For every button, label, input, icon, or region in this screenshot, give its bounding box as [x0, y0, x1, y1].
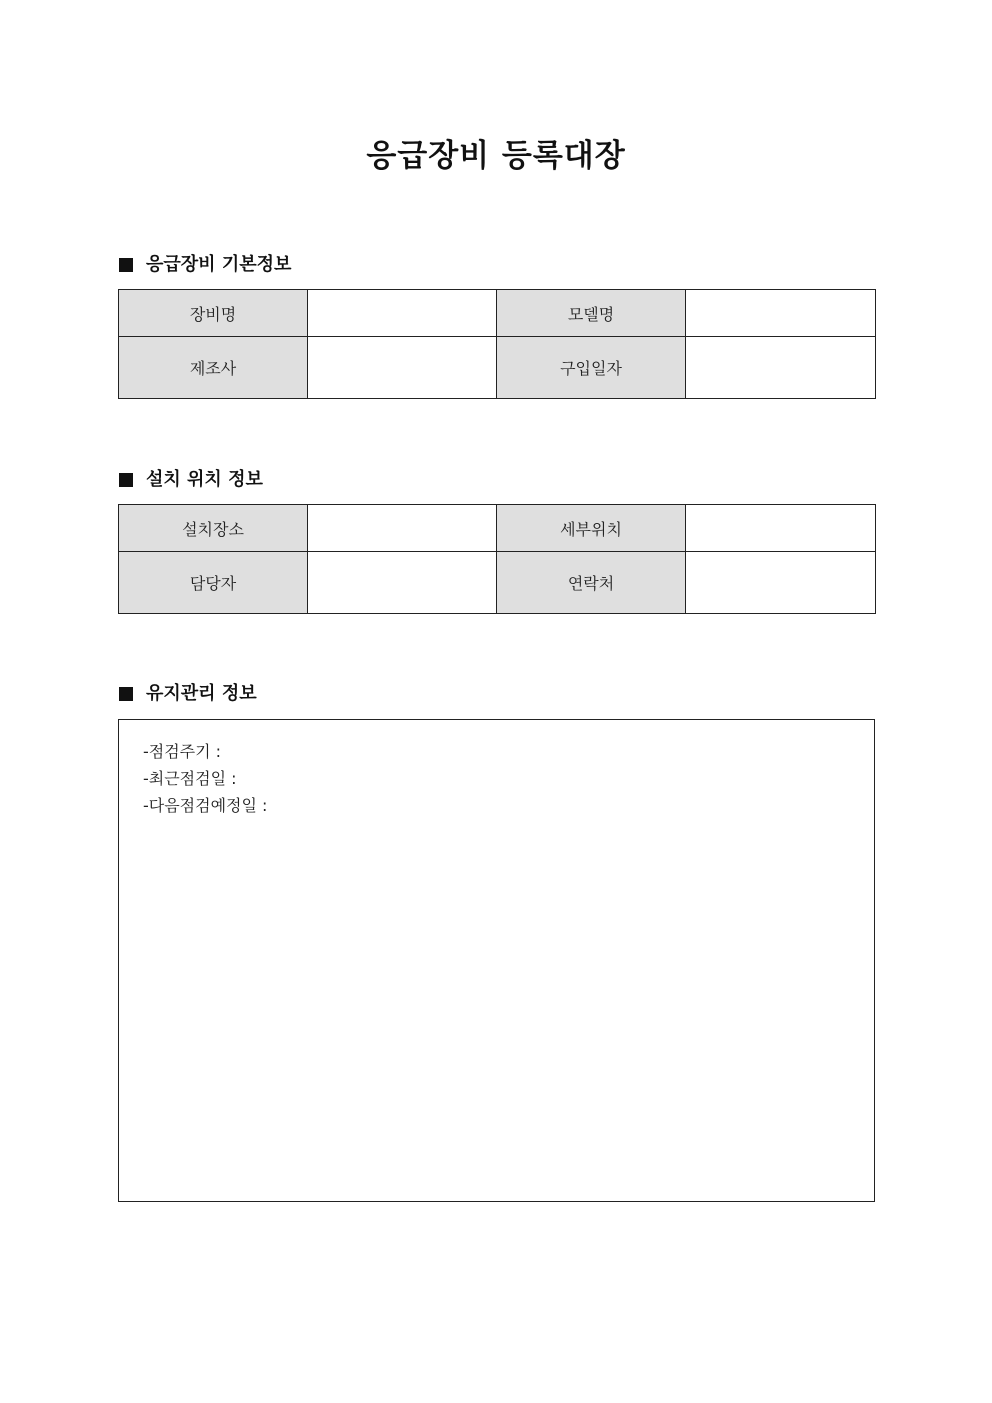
- table-row: [119, 505, 876, 552]
- manager-field[interactable]: [308, 552, 497, 614]
- section-heading-label: 유지관리 정보: [146, 683, 257, 704]
- table-row: [119, 337, 876, 399]
- section-heading-maintenance-info: [119, 682, 257, 706]
- equipment-name-label: 장비명: [119, 290, 308, 337]
- maintenance-info-box[interactable]: [118, 719, 875, 1202]
- table-row: [119, 552, 876, 614]
- square-bullet-icon: [119, 473, 133, 487]
- equipment-name-field[interactable]: [308, 290, 497, 337]
- next-inspection-date-line: -다음점검예정일 :: [143, 796, 268, 815]
- manufacturer-label: 제조사: [119, 337, 308, 399]
- detail-location-field[interactable]: [686, 505, 876, 552]
- document-title: 응급장비 등록대장: [366, 138, 626, 174]
- location-info-table: [118, 504, 876, 614]
- model-name-field[interactable]: [686, 290, 876, 337]
- purchase-date-field[interactable]: [686, 337, 876, 399]
- table-row: [119, 290, 876, 337]
- model-name-label: 모델명: [497, 290, 686, 337]
- inspection-cycle-line: -점검주기 :: [143, 742, 222, 761]
- contact-field[interactable]: [686, 552, 876, 614]
- install-place-label: 설치장소: [119, 505, 308, 552]
- square-bullet-icon: [119, 687, 133, 701]
- section-heading-label: 응급장비 기본정보: [146, 254, 292, 275]
- section-heading-label: 설치 위치 정보: [146, 469, 263, 490]
- contact-label: 연락처: [497, 552, 686, 614]
- maintenance-lines: [143, 738, 267, 819]
- section-heading-basic-info: [119, 253, 291, 277]
- install-place-field[interactable]: [308, 505, 497, 552]
- purchase-date-label: 구입일자: [497, 337, 686, 399]
- last-inspection-date-line: -최근점검일 :: [143, 769, 237, 788]
- section-heading-location-info: [119, 468, 263, 492]
- manager-label: 담당자: [119, 552, 308, 614]
- square-bullet-icon: [119, 258, 133, 272]
- basic-info-table: [118, 289, 876, 399]
- manufacturer-field[interactable]: [308, 337, 497, 399]
- detail-location-label: 세부위치: [497, 505, 686, 552]
